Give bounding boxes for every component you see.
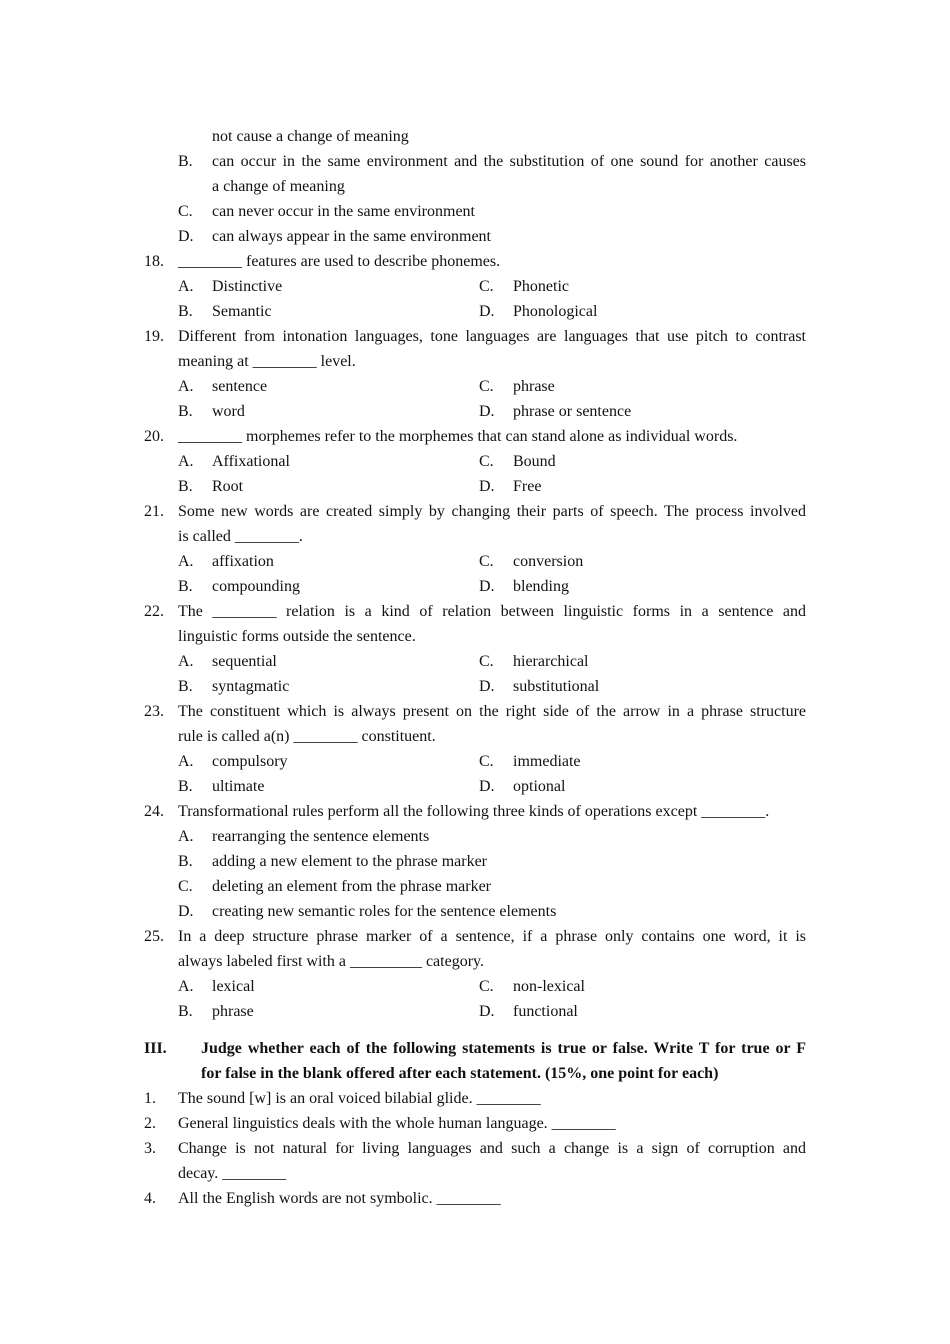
question-19-options-row1 <box>144 374 806 399</box>
question-21-options-row2 <box>144 574 806 599</box>
tf-statement-2 <box>144 1111 806 1136</box>
option-label: D. <box>479 303 495 320</box>
option-label: C. <box>479 453 494 470</box>
question-text: Transformational rules perform all the following three kinds of operations except ________. <box>178 803 770 820</box>
question-23-options-row2 <box>144 774 806 799</box>
option-text: functional <box>513 1003 578 1020</box>
question-number: 25. <box>144 928 164 945</box>
statement-text: decay. ________ <box>178 1165 287 1182</box>
option-label: D. <box>479 478 495 495</box>
question-text: ________ morphemes refer to the morphemes that can stand alone as individual words. <box>178 428 738 445</box>
option-text: Distinctive <box>212 278 283 295</box>
section-3-heading <box>144 1036 806 1061</box>
option-label: D. <box>178 903 194 920</box>
statement-text: General linguistics deals with the whole human language. ________ <box>178 1115 616 1132</box>
q17-option-b <box>144 149 806 174</box>
option-text: compounding <box>212 578 300 595</box>
question-number: 19. <box>144 328 164 345</box>
option-label: C. <box>479 753 494 770</box>
option-text: blending <box>513 578 569 595</box>
statement-number: 2. <box>144 1115 156 1132</box>
question-23-options-row1 <box>144 749 806 774</box>
exam-page <box>144 124 806 1211</box>
option-text: not cause a change of meaning <box>212 128 409 145</box>
question-25-stem-cont <box>144 949 806 974</box>
option-text: can always appear in the same environment <box>212 228 491 245</box>
option-text: compulsory <box>212 753 288 770</box>
question-21-stem-cont <box>144 524 806 549</box>
q17-option-c <box>144 199 806 224</box>
question-number: 24. <box>144 803 164 820</box>
option-label: A. <box>178 828 194 845</box>
option-text: Phonological <box>513 303 598 320</box>
option-label: B. <box>178 303 193 320</box>
option-label: B. <box>178 578 193 595</box>
option-label: D. <box>178 228 194 245</box>
question-18-stem <box>144 249 806 274</box>
option-label: D. <box>479 778 495 795</box>
option-label: B. <box>178 678 193 695</box>
section-title: Judge whether each of the following statements is true or false. Write T for true or F <box>201 1040 806 1057</box>
statement-number: 3. <box>144 1140 156 1157</box>
question-number: 20. <box>144 428 164 445</box>
q17-option-b-cont <box>144 174 806 199</box>
statement-text: Change is not natural for living languages and such a change is a sign of corruption and <box>178 1140 806 1157</box>
option-text: Bound <box>513 453 556 470</box>
question-25-options-row2 <box>144 999 806 1024</box>
question-text: In a deep structure phrase marker of a sentence, if a phrase only contains one word, it is <box>178 928 806 945</box>
tf-statement-3 <box>144 1136 806 1161</box>
question-text: Different from intonation languages, tone languages are languages that use pitch to contrast <box>178 328 806 345</box>
question-24-stem <box>144 799 806 824</box>
option-text: can occur in the same environment and the substitution of one sound for another causes <box>212 153 806 170</box>
option-label: D. <box>479 678 495 695</box>
question-text: Some new words are created simply by changing their parts of speech. The process involved <box>178 503 806 520</box>
q17-a-continuation <box>144 124 806 149</box>
option-text: conversion <box>513 553 584 570</box>
option-text: phrase <box>212 1003 254 1020</box>
statement-number: 1. <box>144 1090 156 1107</box>
section-3-heading-cont <box>144 1061 806 1086</box>
option-label: A. <box>178 278 194 295</box>
option-text: optional <box>513 778 566 795</box>
option-text: syntagmatic <box>212 678 290 695</box>
option-text: phrase or sentence <box>513 403 632 420</box>
option-text: adding a new element to the phrase marker <box>212 853 487 870</box>
option-label: B. <box>178 1003 193 1020</box>
option-label: C. <box>178 878 193 895</box>
option-label: D. <box>479 578 495 595</box>
statement-text: All the English words are not symbolic. ________ <box>178 1190 501 1207</box>
option-text: immediate <box>513 753 581 770</box>
option-label: B. <box>178 778 193 795</box>
question-text: meaning at ________ level. <box>178 353 356 370</box>
question-text: The ________ relation is a kind of relation between linguistic forms in a sentence and <box>178 603 806 620</box>
question-text: is called ________. <box>178 528 303 545</box>
tf-statement-3-cont <box>144 1161 806 1186</box>
question-22-options-row2 <box>144 674 806 699</box>
question-21-stem <box>144 499 806 524</box>
option-label: A. <box>178 753 194 770</box>
option-text: affixation <box>212 553 274 570</box>
option-label: D. <box>479 1003 495 1020</box>
question-21-options-row1 <box>144 549 806 574</box>
option-label: A. <box>178 378 194 395</box>
option-label: D. <box>479 403 495 420</box>
option-label: B. <box>178 403 193 420</box>
option-text: non-lexical <box>513 978 585 995</box>
question-22-stem <box>144 599 806 624</box>
option-text: creating new semantic roles for the sentence elements <box>212 903 557 920</box>
option-text: rearranging the sentence elements <box>212 828 430 845</box>
option-label: C. <box>479 278 494 295</box>
option-text: can never occur in the same environment <box>212 203 475 220</box>
tf-statement-4 <box>144 1186 806 1211</box>
option-label: A. <box>178 978 194 995</box>
section-number: III. <box>144 1040 167 1057</box>
question-number: 21. <box>144 503 164 520</box>
question-20-options-row1 <box>144 449 806 474</box>
option-text: sequential <box>212 653 277 670</box>
question-text: The constituent which is always present on the right side of the arrow in a phrase structure <box>178 703 806 720</box>
question-24-option-d <box>144 899 806 924</box>
section-title: for false in the blank offered after each statement. (15%, one point for each) <box>201 1065 719 1082</box>
question-18-options-row2 <box>144 299 806 324</box>
question-22-options-row1 <box>144 649 806 674</box>
question-23-stem-cont <box>144 724 806 749</box>
option-label: C. <box>479 378 494 395</box>
option-text: Free <box>513 478 542 495</box>
option-text: ultimate <box>212 778 265 795</box>
option-label: A. <box>178 453 194 470</box>
option-label: B. <box>178 853 193 870</box>
question-18-options-row1 <box>144 274 806 299</box>
option-text: phrase <box>513 378 555 395</box>
question-23-stem <box>144 699 806 724</box>
option-label: B. <box>178 153 193 170</box>
option-text: Root <box>212 478 244 495</box>
option-text: word <box>212 403 245 420</box>
question-number: 18. <box>144 253 164 270</box>
question-number: 22. <box>144 603 164 620</box>
option-text: a change of meaning <box>212 178 345 195</box>
option-text: hierarchical <box>513 653 589 670</box>
option-label: C. <box>178 203 193 220</box>
statement-number: 4. <box>144 1190 156 1207</box>
tf-statement-1 <box>144 1086 806 1111</box>
question-19-stem <box>144 324 806 349</box>
q17-option-d <box>144 224 806 249</box>
question-24-option-b <box>144 849 806 874</box>
question-25-options-row1 <box>144 974 806 999</box>
question-22-stem-cont <box>144 624 806 649</box>
option-label: A. <box>178 653 194 670</box>
option-text: Affixational <box>212 453 290 470</box>
question-text: ________ features are used to describe phonemes. <box>178 253 501 270</box>
question-number: 23. <box>144 703 164 720</box>
question-text: rule is called a(n) ________ constituent. <box>178 728 436 745</box>
option-text: sentence <box>212 378 268 395</box>
question-text: linguistic forms outside the sentence. <box>178 628 416 645</box>
question-24-option-a <box>144 824 806 849</box>
option-text: Semantic <box>212 303 272 320</box>
option-label: B. <box>178 478 193 495</box>
statement-text: The sound [w] is an oral voiced bilabial glide. ________ <box>178 1090 541 1107</box>
option-label: C. <box>479 653 494 670</box>
option-text: Phonetic <box>513 278 569 295</box>
question-20-options-row2 <box>144 474 806 499</box>
question-19-stem-cont <box>144 349 806 374</box>
option-text: lexical <box>212 978 255 995</box>
option-text: substitutional <box>513 678 600 695</box>
question-text: always labeled first with a _________ category. <box>178 953 484 970</box>
option-label: C. <box>479 978 494 995</box>
question-19-options-row2 <box>144 399 806 424</box>
question-24-option-c <box>144 874 806 899</box>
question-20-stem <box>144 424 806 449</box>
option-label: C. <box>479 553 494 570</box>
option-label: A. <box>178 553 194 570</box>
option-text: deleting an element from the phrase marker <box>212 878 491 895</box>
question-25-stem <box>144 924 806 949</box>
